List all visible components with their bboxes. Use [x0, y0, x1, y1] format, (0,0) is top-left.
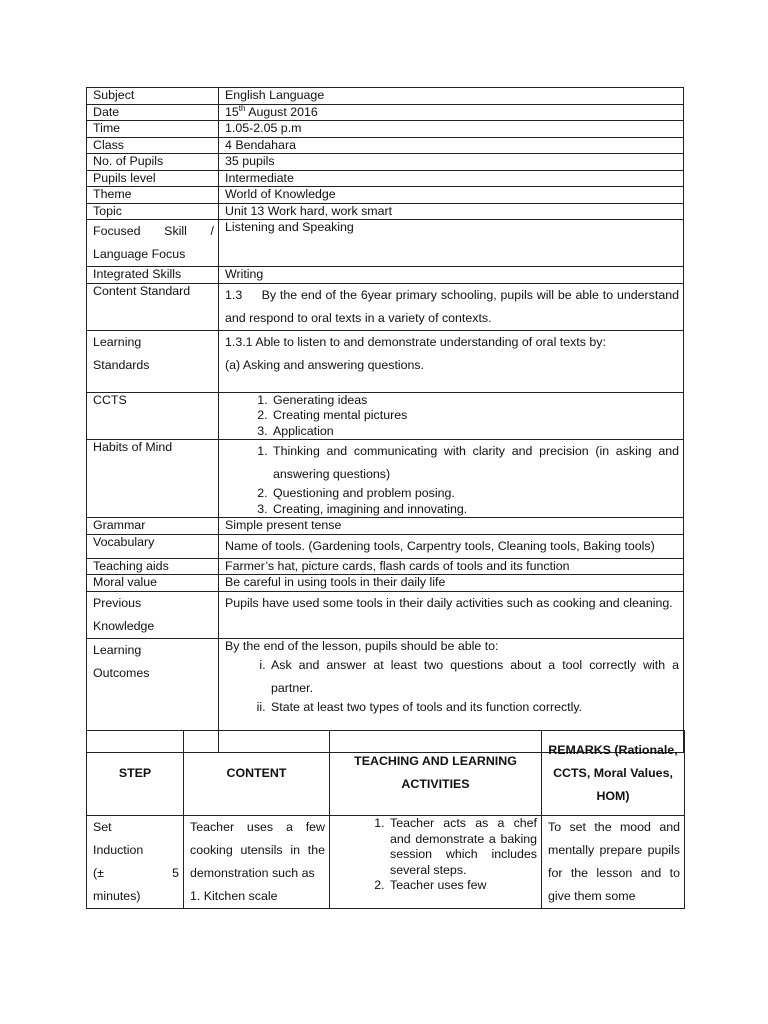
teaching-aids-value: Farmer’s hat, picture cards, flash cards of tools and its function [219, 558, 684, 575]
moral-value-row [87, 575, 684, 592]
moral-value-value: Be careful in using tools in their daily life [219, 575, 684, 592]
level-label: Pupils level [87, 170, 219, 187]
remarks-header: REMARKS (Rationale, CCTS, Moral Values, HOM) [542, 731, 685, 816]
pupils-label: No. of Pupils [87, 154, 219, 171]
habits-of-mind-row [87, 440, 684, 518]
date-value: 15th August 2016 [219, 104, 684, 121]
step-header: STEP [87, 731, 184, 816]
integrated-skills-label: Integrated Skills [87, 267, 219, 284]
list-item: 2. Questioning and problem posing. [271, 486, 679, 502]
level-value: Intermediate [219, 170, 684, 187]
theme-value: World of Knowledge [219, 187, 684, 204]
topic-value: Unit 13 Work hard, work smart [219, 203, 684, 220]
activities-list [336, 816, 537, 892]
outcomes-list [225, 654, 679, 716]
lesson-info-table [86, 87, 684, 753]
topic-label: Topic [87, 203, 219, 220]
integrated-skills-value: Writing [219, 267, 684, 284]
theme-label: Theme [87, 187, 219, 204]
list-item: 3. Application [271, 424, 679, 440]
remarks-cell: To set the mood and mentally prepare pupils for the lesson and to give them some [542, 816, 685, 909]
class-row [87, 137, 684, 154]
content-standard-label: Content Standard [87, 283, 219, 330]
activities-header: TEACHING AND LEARNING ACTIVITIES [330, 731, 542, 816]
topic-row [87, 203, 684, 220]
learning-standards-row [87, 330, 684, 392]
pupils-row [87, 154, 684, 171]
list-item: i. Ask and answer at least two questions about a tool correctly with a partner. [269, 654, 679, 700]
pupils-value: 35 pupils [219, 154, 684, 171]
date-label: Date [87, 104, 219, 121]
list-item: 1. Generating ideas [271, 393, 679, 409]
table-row [87, 816, 685, 909]
learning-standards-value: 1.3.1 Able to listen to and demonstrate understanding of oral texts by: (a) Asking and answering questions. [219, 330, 684, 392]
grammar-label: Grammar [87, 518, 219, 535]
ccts-value [219, 392, 684, 440]
habits-list [225, 440, 679, 517]
previous-knowledge-label: Previous Knowledge [87, 591, 219, 638]
integrated-skills-row [87, 267, 684, 284]
vocabulary-label: Vocabulary [87, 534, 219, 558]
time-label: Time [87, 121, 219, 138]
list-item: 2. Teacher uses few [388, 878, 537, 892]
teaching-aids-label: Teaching aids [87, 558, 219, 575]
ccts-row [87, 392, 684, 440]
learning-standards-label: Learning Standards [87, 330, 219, 392]
class-label: Class [87, 137, 219, 154]
ccts-label: CCTS [87, 392, 219, 440]
list-item: 2. Creating mental pictures [271, 408, 679, 424]
outcomes-intro: By the end of the lesson, pupils should be able to: [225, 638, 499, 653]
focused-skill-value: Listening and Speaking [219, 220, 684, 267]
content-cell: Teacher uses a few cooking utensils in the demonstration such as 1. Kitchen scale [184, 816, 330, 909]
learning-outcomes-label: Learning Outcomes [87, 638, 219, 752]
class-value: 4 Bendahara [219, 137, 684, 154]
subject-label: Subject [87, 88, 219, 105]
grammar-value: Simple present tense [219, 518, 684, 535]
level-row [87, 170, 684, 187]
list-item: 1. Teacher acts as a chef and demonstrate a baking session which includes several steps. [388, 816, 537, 878]
subject-row [87, 88, 684, 105]
focused-skill-label: Focused Skill / Language Focus [87, 220, 219, 267]
previous-knowledge-value: Pupils have used some tools in their daily activities such as cooking and cleaning. [219, 591, 684, 638]
content-header: CONTENT [184, 731, 330, 816]
grammar-row [87, 518, 684, 535]
previous-knowledge-row [87, 591, 684, 638]
vocabulary-value: Name of tools. (Gardening tools, Carpentry tools, Cleaning tools, Baking tools) [219, 534, 684, 558]
time-value: 1.05-2.05 p.m [219, 121, 684, 138]
activities-header-row [87, 731, 685, 816]
step-cell: Set Induction (± 5 minutes) [87, 816, 184, 909]
ccts-list [225, 393, 679, 440]
moral-value-label: Moral value [87, 575, 219, 592]
habits-of-mind-value [219, 440, 684, 518]
subject-value: English Language [219, 88, 684, 105]
activities-cell [330, 816, 542, 909]
activities-table [86, 730, 685, 909]
list-item: 3. Creating, imagining and innovating. [271, 502, 679, 518]
list-item: ii. State at least two types of tools and its function correctly. [269, 700, 679, 716]
date-row [87, 104, 684, 121]
focused-skill-row [87, 220, 684, 267]
list-item: 1. Thinking and communicating with clarity and precision (in asking and answering questions) [271, 440, 679, 486]
habits-of-mind-label: Habits of Mind [87, 440, 219, 518]
content-standard-value: 1.3 By the end of the 6year primary schooling, pupils will be able to understand and respond to oral texts in a variety of contexts. [219, 283, 684, 330]
teaching-aids-row [87, 558, 684, 575]
theme-row [87, 187, 684, 204]
content-standard-row [87, 283, 684, 330]
time-row [87, 121, 684, 138]
vocabulary-row [87, 534, 684, 558]
